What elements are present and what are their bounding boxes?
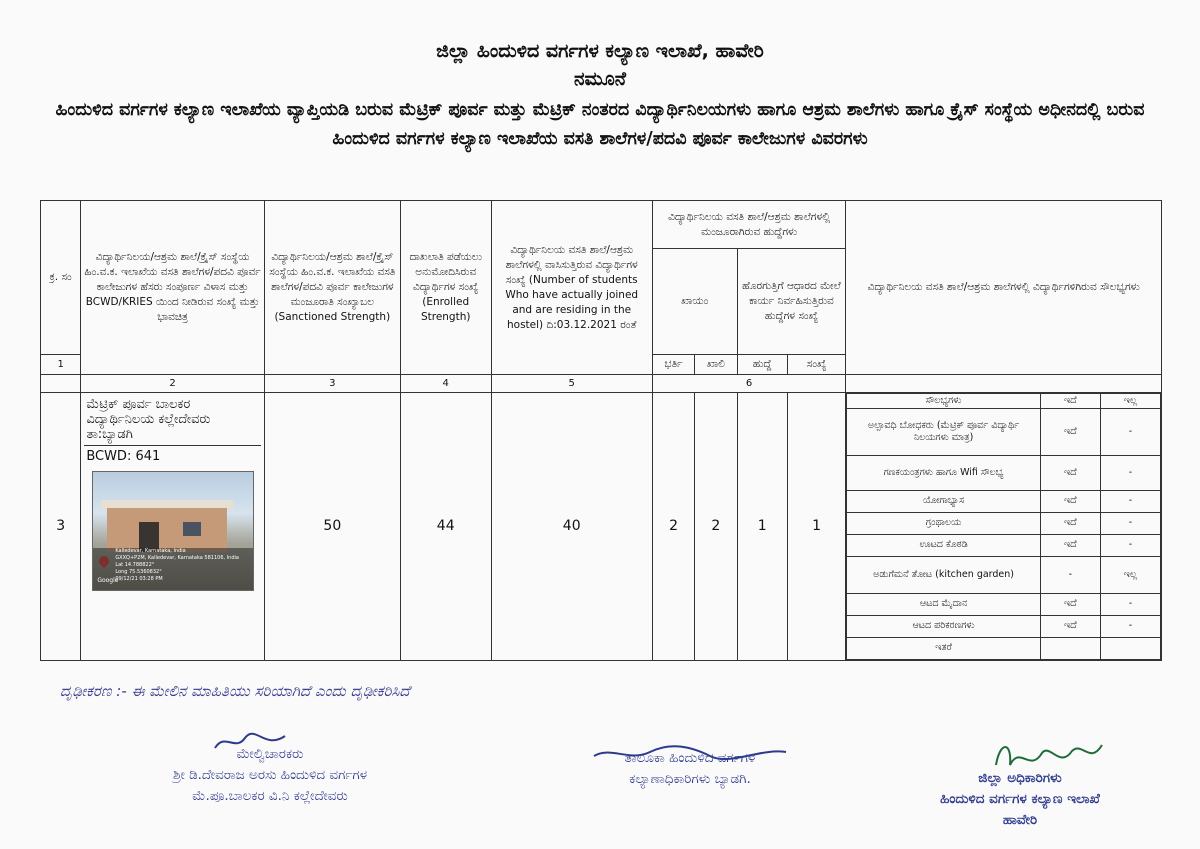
header-outsourced: ಹೊರಗುತ್ತಿಗೆ ಆಧಾರದ ಮೇಲೆ ಕಾರ್ಯ ನಿರ್ವಹಿಸುತ್ತಿರುವ ಹುದ್ದೆಗಳ ಸಂಖ್ಯೆ bbox=[737, 249, 846, 355]
photo-geotag-caption: Kalledevar, Karnataka, India GXXQ+P2M, Kalledevar, Karnataka 581106, India Lat 14.788822° Long 75.5360832° 09/12/21 03:28 PM bbox=[93, 548, 253, 590]
form-label: ನಮೂನೆ bbox=[573, 68, 627, 90]
signatory-title: ಮೇಲ್ವಿಚಾರಕರು bbox=[236, 746, 304, 762]
signature-block-supervisor bbox=[120, 744, 420, 807]
hostel-cell bbox=[81, 393, 264, 661]
column-number: 6 bbox=[652, 375, 846, 393]
document-title: ಹಿಂದುಳಿದ ವರ್ಗಗಳ ಕಲ್ಯಾಣ ಇಲಾಖೆಯ ವ್ಯಾಪ್ತಿಯಡಿ ಬರುವ ಮೆಟ್ರಿಕ್ ಪೂರ್ವ ಮತ್ತು ಮೆಟ್ರಿಕ್ ನಂತರದ ವಿದ್ಯಾರ್ಥಿನಿಲಯಗಳು ಹಾಗೂ ಆಶ್ರಮ ಶಾಲೆಗಳು ಹಾಗೂ ಕ್ರೈಸ್ ಸಂಸ್ಥೆಯ ಅಧೀನದಲ್ಲಿ ಬರುವ ಹಿಂದುಳಿದ ವರ್ಗಗಳ ಕಲ್ಯಾಣ ಇಲಾಖೆಯ ವಸತಿ ಶಾಲೆಗಳ/ಪದವಿ ಪೂರ್ವ ಕಾಲೇಜುಗಳ ವಿವರಗಳು bbox=[55, 100, 1145, 149]
bcwd-number: BCWD: 641 bbox=[84, 445, 260, 467]
signature-block-taluk-officer bbox=[560, 748, 820, 790]
vacant-posts: 2 bbox=[695, 393, 737, 661]
facility-row: ಅಲ್ಪಾವಧಿ ಬೋಧಕರು (ಮೆಟ್ರಿಕ್ ಪೂರ್ವ ವಿದ್ಯಾರ್ಥಿ ನಿಲಯಗಳು ಮಾತ್ರ) ಇದೆ - bbox=[847, 409, 1161, 455]
facility-row: ಗ್ರಂಥಾಲಯ ಇದೆ - bbox=[847, 512, 1161, 534]
facilities-cell bbox=[846, 393, 1162, 661]
header-sanctioned: ವಿದ್ಯಾರ್ಥಿನಿಲಯ/ಆಶ್ರಮ ಶಾಲೆ/ಕ್ರೈಸ್ ಸಂಸ್ಥೆಯ ಹಿಂ.ವ.ಕ. ಇಲಾಖೆಯ ವಸತಿ ಶಾಲೆಗಳ/ಪದವಿ ಪೂರ್ವ ಕಾಲೇಜುಗಳ ಮಂಜೂರಾತಿ ಸಂಖ್ಯಾಬಲ (Sanctioned Strength) bbox=[264, 201, 400, 375]
signatory-title: ತಾಲೂಕಾ ಹಿಂದುಳಿದ ವರ್ಗಗಳ bbox=[624, 750, 756, 766]
header-posts: ವಿದ್ಯಾರ್ಥಿನಿಲಯ ವಸತಿ ಶಾಲೆ/ಆಶ್ರಮ ಶಾಲೆಗಳಲ್ಲಿ ಮಂಜೂರಾಗಿರುವ ಹುದ್ದೆಗಳು bbox=[652, 201, 846, 249]
signature-block-district-officer bbox=[870, 768, 1170, 831]
header-residing: ವಿದ್ಯಾರ್ಥಿನಿಲಯ ವಸತಿ ಶಾಲೆ/ಆಶ್ರಮ ಶಾಲೆಗಳಲ್ಲಿ ವಾಸಿಸುತ್ತಿರುವ ವಿದ್ಯಾರ್ಥಿಗಳ ಸಂಖ್ಯೆ (Number of students Who have actually joined and are residing in the hostel) ದಿ:03.12.2021 ರಂತೆ bbox=[491, 201, 652, 375]
signatory-line: ಹಾವೇರಿ bbox=[1002, 812, 1038, 828]
residing-students: 40 bbox=[491, 393, 652, 661]
signatory-line: ಶ್ರೀ ಡಿ.ದೇವರಾಜ ಅರಸು ಹಿಂದುಳಿದ ವರ್ಗಗಳ bbox=[172, 767, 368, 783]
header-permanent: ಖಾಯಂ bbox=[652, 249, 737, 355]
hostel-details-table bbox=[40, 200, 1162, 661]
header-vacant: ಖಾಲಿ bbox=[695, 355, 737, 375]
header-post: ಹುದ್ದೆ bbox=[737, 355, 787, 375]
header-serial: ಕ್ರ. ಸಂ bbox=[41, 201, 81, 355]
facility-row: ಅಡುಗೆಮನೆ ತೋಟ (kitchen garden) - ಇಲ್ಲ bbox=[847, 556, 1161, 593]
column-number: 4 bbox=[400, 375, 491, 393]
header-name: ವಿದ್ಯಾರ್ಥಿನಿಲಯ/ಆಶ್ರಮ ಶಾಲೆ/ಕ್ರೈಸ್ ಸಂಸ್ಥೆಯ ಹಿಂ.ವ.ಕ. ಇಲಾಖೆಯ ವಸತಿ ಶಾಲೆಗಳ/ಪದವಿ ಪೂರ್ವ ಕಾಲೇಜುಗಳ ಹೆಸರು ಸಂಪೂರ್ಣ ವಿಳಾಸ ಮತ್ತು BCWD/KRIES ಯಿಂದ ನೀಡಿರುವ ಸಂಖ್ಯೆ ಮತ್ತು ಭಾವಚಿತ್ರ bbox=[81, 201, 264, 375]
hostel-photo bbox=[92, 471, 254, 591]
enrolled-strength: 44 bbox=[400, 393, 491, 661]
sanctioned-strength: 50 bbox=[264, 393, 400, 661]
column-number: 5 bbox=[491, 375, 652, 393]
column-number: 1 bbox=[41, 355, 81, 375]
serial-number: 3 bbox=[41, 393, 81, 661]
table-row bbox=[41, 393, 1162, 661]
hostel-name: ಮೆಟ್ರಿಕ್ ಪೂರ್ವ ಬಾಲಕರ ವಿದ್ಯಾರ್ಥಿನಿಲಯ ಕಲ್ಲೇದೇವರು ತಾ:ಬ್ಯಾಡಗಿ bbox=[86, 397, 211, 442]
facility-row: ಆಟದ ಮೈದಾನ ಇದೆ - bbox=[847, 593, 1161, 615]
filled-posts: 2 bbox=[652, 393, 694, 661]
header-count: ಸಂಖ್ಯೆ bbox=[787, 355, 845, 375]
facilities-header: ಸೌಲಭ್ಯಗಳು bbox=[847, 394, 1040, 409]
header-enrolled: ದಾಖಲಾತಿ ಪಡೆಯಲು ಅನುಮೋದಿಸಿರುವ ವಿದ್ಯಾರ್ಥಿಗಳ ಸಂಖ್ಯೆ (Enrolled Strength) bbox=[400, 201, 491, 375]
department-title: ಜಿಲ್ಲಾ ಹಿಂದುಳಿದ ವರ್ಗಗಳ ಕಲ್ಯಾಣ ಇಲಾಖೆ, ಹಾವೇರಿ bbox=[436, 40, 764, 62]
signatory-line: ಹಿಂದುಳಿದ ವರ್ಗಗಳ ಕಲ್ಯಾಣ ಇಲಾಖೆ bbox=[940, 791, 1100, 807]
facility-row: ಇತರೆ bbox=[847, 637, 1161, 659]
facility-row: ಯೋಗಾಭ್ಯಾಸ ಇದೆ - bbox=[847, 490, 1161, 512]
column-number: 3 bbox=[264, 375, 400, 393]
facility-row: ಊಟದ ಕೊಠಡಿ ಇದೆ - bbox=[847, 534, 1161, 556]
signatory-title: ಜಿಲ್ಲಾ ಅಧಿಕಾರಿಗಳು bbox=[978, 770, 1062, 786]
certification-note: ದೃಢೀಕರಣ :- ಈ ಮೇಲಿನ ಮಾಹಿತಿಯು ಸರಿಯಾಗಿದೆ ಎಂದು ದೃಢೀಕರಿಸಿದೆ bbox=[60, 682, 410, 700]
signatory-line: ಮೆ.ಪೂ.ಬಾಲಕರ ವಿ.ನಿ ಕಲ್ಲೇದೇವರು bbox=[192, 788, 348, 804]
outsourced-posts: 1 bbox=[737, 393, 787, 661]
facility-row: ಆಟದ ಪರಿಕರಣಗಳು ಇದೆ - bbox=[847, 615, 1161, 637]
facilities-header: ಇಲ್ಲ bbox=[1100, 394, 1160, 409]
header-filled: ಭರ್ತಿ bbox=[652, 355, 694, 375]
facilities-table bbox=[846, 393, 1161, 660]
signatory-line: ಕಲ್ಯಾಣಾಧಿಕಾರಿಗಳು ಬ್ಯಾಡಗಿ. bbox=[629, 771, 751, 787]
header-facilities: ವಿದ್ಯಾರ್ಥಿನಿಲಯ ವಸತಿ ಶಾಲೆ/ಆಶ್ರಮ ಶಾಲೆಗಳಲ್ಲಿ ವಿದ್ಯಾರ್ಥಿಗಳಿಗಿರುವ ಸೌಲಭ್ಯಗಳು bbox=[846, 201, 1162, 375]
google-logo: Google bbox=[97, 577, 119, 584]
outsourced-count: 1 bbox=[787, 393, 845, 661]
column-number: 2 bbox=[81, 375, 264, 393]
facility-row: ಗಣಕಯಂತ್ರಗಳು ಹಾಗೂ Wifi ಸೌಲಭ್ಯ ಇದೆ - bbox=[847, 455, 1161, 490]
facilities-header: ಇದೆ bbox=[1040, 394, 1100, 409]
